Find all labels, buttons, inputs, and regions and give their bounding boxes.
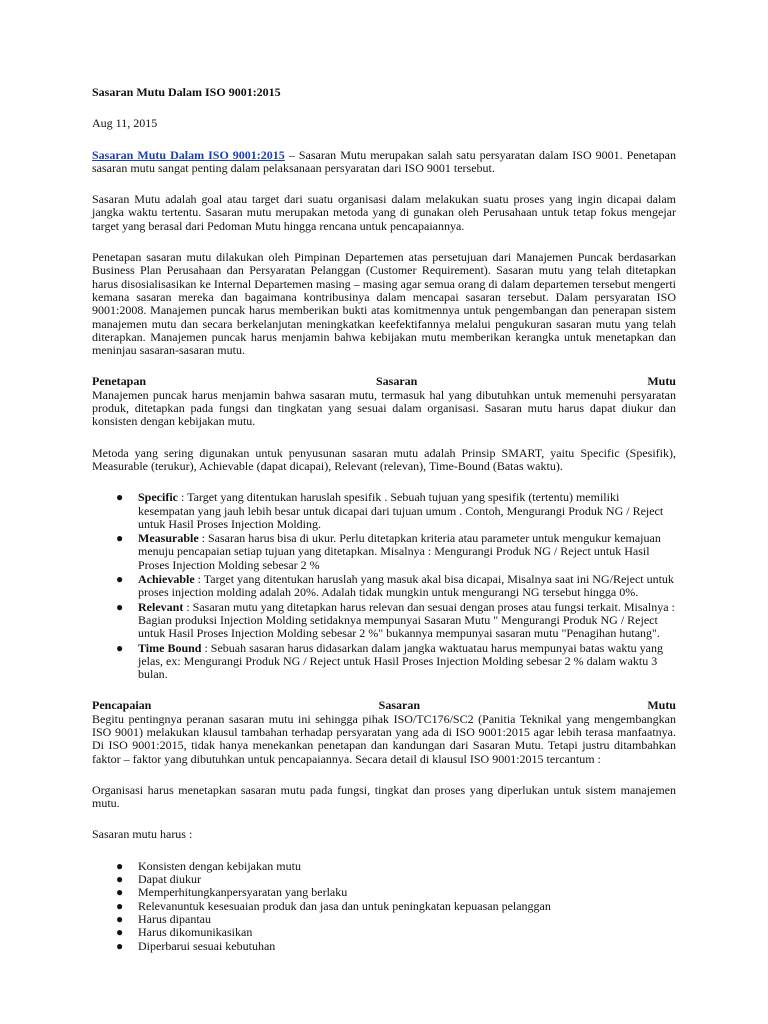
section-heading-pencapaian <box>92 699 676 712</box>
heading-word: Sasaran <box>378 698 420 713</box>
bullet-icon: ● <box>116 572 124 587</box>
heading-word: Sasaran <box>375 374 418 389</box>
smart-term: Achievable <box>138 572 195 587</box>
smart-text: : Sasaran harus bisa di ukur. Perlu ditetapkan kriteria atau parameter untuk mengukur kemajuan menuju pencapaian setiap tujuan yang ditetapkan. Misalnya : Mengurangi Produk NG / Reject untuk Hasil Proses Injection Molding sebesar 2 % <box>138 531 661 572</box>
smart-term: Measurable <box>138 531 199 546</box>
bullet-icon: ● <box>116 640 124 655</box>
paragraph-sasaran-harus: Sasaran mutu harus : <box>92 827 193 842</box>
smart-text: : Sebuah sasaran harus didasarkan dalam jangka waktuatau harus mempunyai batas waktu yang jelas, ex: Mengurangi Produk NG / Reject untuk Hasil Proses Injection Molding sebesar 2 % dalam waktu 3 bulan. <box>138 640 663 682</box>
paragraph-definition: Sasaran Mutu adalah goal atau target dari suatu organisasi dalam melakukan suatu proses yang ingin dicapai dalam jangka waktu tertentu. Sasaran mutu merupakan metoda yang di gunakan oleh Perusahaan untuk tetap fokus mengejar target yang berasal dari Pedoman Mutu hingga rencana untuk pencapaiannya. <box>92 192 676 233</box>
smart-term: Relevant <box>138 599 184 614</box>
smart-term: Specific <box>138 490 178 505</box>
list-item <box>92 601 676 641</box>
title-link[interactable]: Sasaran Mutu Dalam ISO 9001:2015 <box>92 147 285 162</box>
paragraph-organisasi: Organisasi harus menetapkan sasaran mutu pada fungsi, tingkat dan proses yang diperlukan untuk sistem manajemen mutu. <box>92 782 676 811</box>
list-item: ● Konsisten dengan kebijakan mutu <box>116 858 301 873</box>
list-item: ● Dapat diukur <box>116 872 201 887</box>
paragraph-smart: Metoda yang sering digunakan untuk penyusunan sasaran mutu adalah Prinsip SMART, yaitu Specific (Spesifik), Measurable (terukur), Achievable (dapat dicapai), Relevant (relevan), Time-Bound (Batas waktu). <box>92 445 676 473</box>
paragraph-manajemen: Manajemen puncak harus menjamin bahwa sasaran mutu, termasuk hal yang dibutuhkan untuk memenuhi persyaratan produk, ditetapkan pada fungsi dan tingkatan yang sesuai dalam organisasi. Sasaran mutu harus dapat diukur dan konsisten dengan kebijakan mutu. <box>92 387 676 429</box>
bullet-icon: ● <box>116 938 124 953</box>
requirements-list <box>92 860 676 953</box>
publish-date: Aug 11, 2015 <box>92 116 158 131</box>
bullet-icon: ● <box>116 885 124 900</box>
list-item: ● Harus dikomunikasikan <box>116 925 253 940</box>
list-item <box>92 532 676 572</box>
intro-text: – Sasaran Mutu merupakan salah satu persyaratan dalam ISO 9001. Penetapan sasaran mutu sangat penting dalam pelaksanaan persyaratan dari ISO 9001 tersebut. <box>92 147 676 175</box>
list-item: ● Memperhitungkanpersyaratan yang berlaku <box>116 885 348 900</box>
bullet-icon: ● <box>116 858 124 873</box>
section-heading-penetapan <box>92 375 676 388</box>
smart-text: : Target yang ditentukan haruslah spesifik . Sebuah tujuan yang spesifik (tertentu) memiliki kesempatan yang jauh lebih besar untuk dicapai dari tujuan umum . Contoh, Mengurangi Produk NG / Reject untuk Hasil Proses Injection Molding. <box>138 490 664 531</box>
list-item <box>92 491 676 531</box>
bullet-icon: ● <box>116 898 124 913</box>
bullet-icon: ● <box>116 599 124 614</box>
list-item <box>92 642 676 682</box>
smart-text: : Sasaran mutu yang ditetapkan harus relevan dan sesuai dengan proses atau fungsi terkait. Misalnya : Bagian produksi Injection Molding setidaknya mempunyai Sasaran Mutu " Mengurangi Produk NG / Reject untuk Hasil Proses Injection Molding sebesar 2 %" bukannya mempunyai sasaran mutu "Penagihan hutang". <box>138 599 675 641</box>
paragraph-penetapan: Penetapan sasaran mutu dilakukan oleh Pimpinan Departemen atas persetujuan dari Manajemen Puncak berdasarkan Business Plan Perusahaan dan Persyaratan Pelanggan (Customer Requirement). Sasaran mutu yang telah ditetapkan harus disosialisasikan ke Internal Departemen masing – masing agar semua orang di dalam departemen tersebut mengerti kemana sasaran mereka dan bagaimana kontribusinya dalam mencapai sasaran tersebut. Dalam persyaratan ISO 9001:2008. Manajemen puncak harus memberikan bukti atas komitmennya untuk pengembangan dan penerapan sistem manajemen mutu dan secara berkelanjutan meningkatkan keefektifannya melalui pengukuran sasaran mutu yang telah diterapkan. Manajemen puncak harus menjamin bahwa kebijakan mutu memberikan kerangka untuk menetapkan dan meninjau sasaran-sasaran mutu. <box>92 250 676 358</box>
bullet-icon: ● <box>116 911 124 926</box>
heading-word: Penetapan <box>92 374 146 389</box>
paragraph-pencapaian: Begitu pentingnya peranan sasaran mutu ini sehingga pihak ISO/TC176/SC2 (Panitia Teknikal yang mengembangkan ISO 9001) melakukan klausul tambahan terhadap persyaratan yang ada di ISO 9001:2015 agar lebih terasa manfaatnya. Di ISO 9001:2015, tidak hanya menekankan penetapan dan kandungan dari Sasaran Mutu. Tetapi justru ditambahkan faktor – faktor yang dibutuhkan untuk pencapaiannya. Secara detail di klausul ISO 9001:2015 tercantum : <box>92 711 676 766</box>
list-item: ● Diperbarui sesuai kebutuhan <box>116 938 276 953</box>
heading-word: Pencapaian <box>92 698 152 713</box>
smart-list <box>92 491 676 681</box>
heading-word: Mutu <box>647 374 676 389</box>
list-item: ● Harus dipantau <box>116 911 211 926</box>
bullet-icon: ● <box>116 925 124 940</box>
list-item: ● Relevanuntuk kesesuaian produk dan jasa dan untuk peningkatan kepuasan pelanggan <box>116 898 551 913</box>
document-title: Sasaran Mutu Dalam ISO 9001:2015 <box>92 85 281 99</box>
smart-text: : Target yang ditentukan haruslah yang masuk akal bisa dicapai, Misalnya saat ini NG/Reject untuk proses injection molding adalah 20%. Adalah tidak mungkin untuk mengurangi NG tersebut hingga 0%. <box>138 572 674 600</box>
smart-term: Time Bound <box>138 640 202 655</box>
bullet-icon: ● <box>116 531 124 546</box>
bullet-icon: ● <box>116 490 124 505</box>
list-item <box>92 573 676 600</box>
document-body <box>92 86 676 971</box>
heading-word: Mutu <box>647 698 676 713</box>
bullet-icon: ● <box>116 872 124 887</box>
intro-paragraph <box>92 149 676 176</box>
